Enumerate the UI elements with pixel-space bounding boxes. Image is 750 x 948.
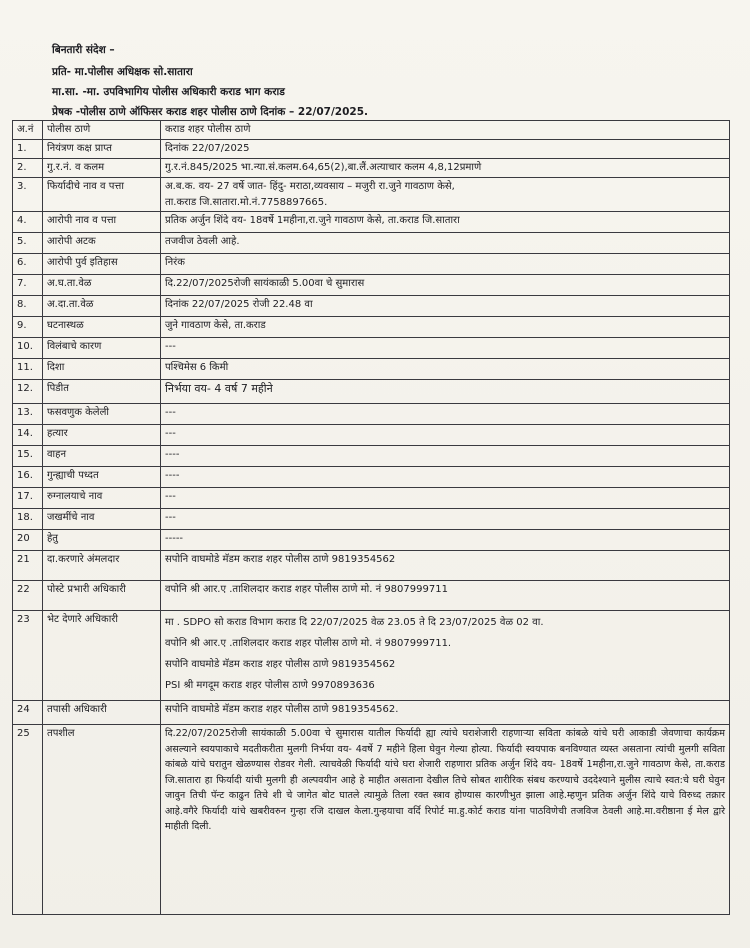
row-num: 17. [13,488,43,509]
table-row [13,359,730,380]
incident-narrative: दि.22/07/2025रोजी सायंकाळी 5.00वा चे सुमारास यातील फिर्यादी ह्या त्यांचे घराशेजारी राहणाऱ्या सविता कांबळे यांचे घरी आकाडी जेवणाचा कार्यक्रम असल्याने स्वयपाकाचे मदतीकरीता मुलगी निर्भया वय- 4वर्षे 7 महीने हिला घेवुन गेल्या होत्या. फिर्यादी स्वयपाक बनविण्यात व्यस्त असताना त्यांची मुलगी सविता कांबळे यांचे घरातुन खेळण्यास रोडवर गेली. त्याचवेळी फिर्यादी यांचे घरा शेजारी राहणारा प्रतिक अर्जुन शिंदे वय- 18वर्षे 1महीना,रा.जुने गावठाण केसे, ता.कराड जि.सातारा हा फिर्यादी यांची मुलगी ही अल्पवयीन आहे हे माहीत असताना देखील तिचे सोबत शारीरिक संबध करण्याचे उददेश्याने मुलीस त्याचे स्वत:चे घरी घेवुन जावुन तिची पॅन्ट काढुन तिचे शी चे जागेत बोट घातले त्यामुळे तिला रक्त स्त्राव होण्यास कारणीभुत झाला आहे.म्हणुन प्रतिक अर्जुन शिंदे याचे विरुध्द तक्रार आहे.वगैरे फिर्यादी यांचे खबरीवरुन गुन्हा रजि दाखल केला.गुन्हयाचा वर्दि रिपोर्ट मा.हु.कोर्ट कराड यांना पाठविणेची तजविज ठेवली आहे.मा.वरीष्ठाना ई मेल द्वारे माहीती दिली. [161,725,730,915]
row-num: 1. [13,140,43,159]
header-label-cell: पोलीस ठाणे [43,121,161,140]
header-sender: प्रेषक -पोलीस ठाणे ऑफिसर कराड शहर पोलीस ठाणे दिनांक – 22/07/2025. [52,106,368,118]
row-label: नियंत्रण कक्ष प्राप्त [43,140,161,159]
table-row [13,296,730,317]
table-row [13,317,730,338]
row-num: 20 [13,530,43,551]
row-value: प्रतिक अर्जुन शिंदे वय- 18वर्षे 1महीना,रा.जुने गावठाण केसे, ता.कराड जि.सातारा [161,212,730,233]
table-row [13,509,730,530]
table-row [13,254,730,275]
row-value [161,611,730,701]
table-row [13,233,730,254]
row-label: हेतु [43,530,161,551]
row-value: ---- [161,467,730,488]
table-row [13,551,730,581]
row-label: आरोपी पुर्व इतिहास [43,254,161,275]
row-num: 9. [13,317,43,338]
table-row-details [13,725,730,915]
row-label: पोस्टे प्रभारी अधिकारी [43,581,161,611]
table-row [13,488,730,509]
row-value: --- [161,509,730,530]
row-value: --- [161,425,730,446]
row-label: आरोपी नाव व पत्ता [43,212,161,233]
row-label: पिडीत [43,380,161,404]
table-row [13,178,730,212]
table-row [13,467,730,488]
row-num: 22 [13,581,43,611]
row-value: दि.22/07/2025रोजी सायंकाळी 5.00वा चे सुमारास [161,275,730,296]
row-value: --- [161,488,730,509]
row-label: अ.दा.ता.वेळ [43,296,161,317]
row-value: ----- [161,530,730,551]
table-row [13,212,730,233]
table-row [13,530,730,551]
row-value: वपोनि श्री आर.ए .ताशिलदार कराड शहर पोलीस ठाणे मो. नं 9807999711 [161,581,730,611]
row-label: आरोपी अटक [43,233,161,254]
row-value: सपोनि वाघमोडे मॅडम कराड शहर पोलीस ठाणे 9819354562. [161,701,730,725]
row-value: दिनांक 22/07/2025 [161,140,730,159]
table-row [13,159,730,178]
row-value: --- [161,404,730,425]
row-label: तपशील [43,725,161,915]
table-row [13,380,730,404]
row-num: 3. [13,178,43,212]
message-header [52,40,732,122]
row-value [161,178,730,212]
visiting-officer-line-3: सपोनि वाघमोडे मॅडम कराड शहर पोलीस ठाणे 9819354562 [165,659,396,670]
row-num: 18. [13,509,43,530]
table-row [13,275,730,296]
row-num: 4. [13,212,43,233]
row-num: 16. [13,467,43,488]
row-label: फसवणुक केलेली [43,404,161,425]
table-row-visiting-officers [13,611,730,701]
row-label: रुग्नालयाचे नाव [43,488,161,509]
row-num: 7. [13,275,43,296]
header-num-cell: अ.नं [13,121,43,140]
row-num: 25 [13,725,43,915]
row-label: घटनास्थळ [43,317,161,338]
row-num: 5. [13,233,43,254]
table-row [13,581,730,611]
row-label: विलंबाचे कारण [43,338,161,359]
table-row-investigating-officer [13,701,730,725]
row-label: दिशा [43,359,161,380]
table-row [13,425,730,446]
header-copy-to: मा.सा. -मा. उपविभागिय पोलीस अधिकारी कराड भाग कराड [52,86,285,98]
row-num: 15. [13,446,43,467]
row-num: 21 [13,551,43,581]
row-num: 14. [13,425,43,446]
row-label: जखमींचे नाव [43,509,161,530]
row-label: गु.र.नं. व कलम [43,159,161,178]
table-row [13,404,730,425]
row-label: भेट देणारे अधिकारी [43,611,161,701]
row-num: 6. [13,254,43,275]
visiting-officer-line-4: PSI श्री मगदूम कराड शहर पोलीस ठाणे 9970893636 [165,680,375,691]
visiting-officer-line-2: वपोनि श्री आर.ए .ताशिलदार कराड शहर पोलीस ठाणे मो. नं 9807999711. [165,638,452,649]
row-value: ---- [161,446,730,467]
table-header-row [13,121,730,140]
row-label: दा.करणारे अंमलदार [43,551,161,581]
row-label: हत्यार [43,425,161,446]
row-num: 11. [13,359,43,380]
row-num: 13. [13,404,43,425]
row-num: 8. [13,296,43,317]
row-num: 12. [13,380,43,404]
row-label: गुन्ह्याची पध्दत [43,467,161,488]
header-value-cell: कराड शहर पोलीस ठाणे [161,121,730,140]
complainant-line-2: ता.कराड जि.सातारा.मो.नं.7758897665. [165,196,328,208]
row-num: 2. [13,159,43,178]
row-num: 23 [13,611,43,701]
row-num: 10. [13,338,43,359]
row-label: अ.घ.ता.वेळ [43,275,161,296]
table-row [13,446,730,467]
header-recipient: प्रति- मा.पोलीस अधिक्षक सो.सातारा [52,66,193,78]
table-row [13,338,730,359]
report-table [12,120,730,915]
table-row [13,140,730,159]
row-value: पश्चिमेस 6 किमी [161,359,730,380]
row-label: तपासी अधिकारी [43,701,161,725]
row-value: निर्भया वय- 4 वर्ष 7 महीने [161,380,730,404]
row-value: दिनांक 22/07/2025 रोजी 22.48 वा [161,296,730,317]
row-value: जुने गावठाण केसे, ता.कराड [161,317,730,338]
row-num: 24 [13,701,43,725]
row-value: निरंक [161,254,730,275]
row-value: तजवीज ठेवली आहे. [161,233,730,254]
row-value: --- [161,338,730,359]
header-title: बिनतारी संदेश – [52,44,115,56]
visiting-officer-line-1: मा . SDPO सो कराड विभाग कराड दि 22/07/2025 वेळ 23.05 ते दि 23/07/2025 वेळ 02 वा. [165,617,544,628]
row-value: सपोनि वाघमोडे मॅडम कराड शहर पोलीस ठाणे 9819354562 [161,551,730,581]
row-label: फिर्यादीचे नाव व पत्ता [43,178,161,212]
row-label: वाहन [43,446,161,467]
row-value: गु.र.नं.845/2025 भा.न्या.सं.कलम.64,65(2),बा.लैं.अत्याचार कलम 4,8,12प्रमाणे [161,159,730,178]
complainant-line-1: अ.ब.क. वय- 27 वर्षे जात- हिंदु- मराठा,व्यवसाय – मजुरी रा.जुने गावठाण केसे, [165,181,455,192]
